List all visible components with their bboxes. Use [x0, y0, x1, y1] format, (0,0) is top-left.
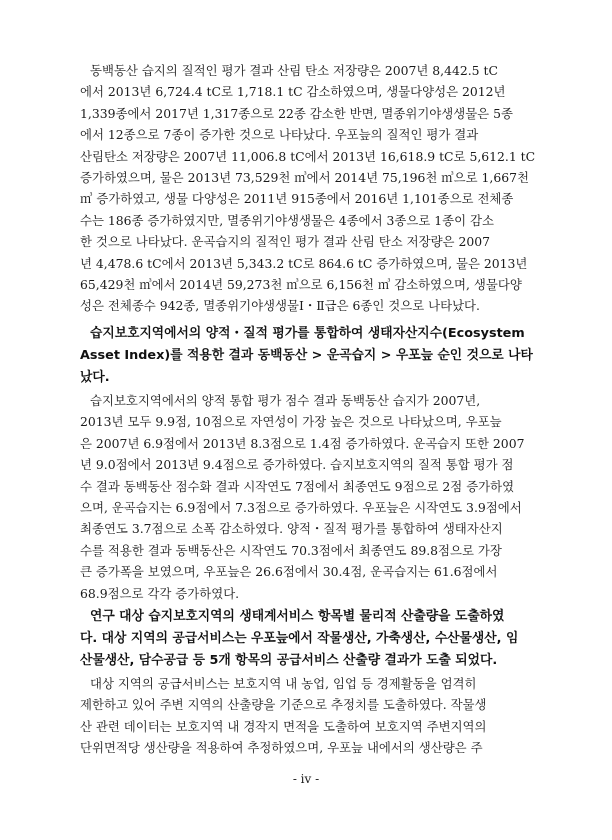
summary-heading-ecosystem-asset-index: 습지보호지역에서의 양적・질적 평가를 통합하여 생태자산지수(Ecosystem Asset Index)를 적용한 결과 동백동산 > 운곡습지 > 우포늪 순인 것으로 나타 났다.	[80, 326, 533, 385]
summary-heading-ecosystem-services: 연구 대상 습지보호지역의 생태계서비스 항목별 물리적 산출량을 도출하였 다. 대상 지역의 공급서비스는 우포늪에서 작물생산, 가축생산, 수산물생산, 임 산물생산, 담수공급 등 5개 항목의 공급서비스 산출량 결과가 도출 되었다.	[80, 609, 519, 668]
page-number: - iv -	[292, 772, 320, 786]
body-paragraph-integrated-scores: 습지보호지역에서의 양적 통합 평가 점수 결과 동백동산 습지가 2007년, 2013년 모두 9.9점, 10점으로 자연성이 가장 높은 것으로 나타났으며, 우포늪 은 2007년 6.9점에서 2013년 8.3점으로 1.4점 증가하였다. 운곡습지 또한 2007 년 9.0점에서 2013년 9.4점으로 증가하였다. 습지보호지역의 질적 통합 평가 점 수 결과 동백동산 점수화 결과 시작연도 7점에서 최종연도 9점으로 2점 증가하였 으며, 운곡습지는 6.9점에서 7.3점으로 증가하였다. 우포늪은 시작연도 3.9점에서 최종연도 3.7점으로 소폭 감소하였다. 양적・질적 평가를 통합하여 생태자산지 수를 적용한 결과 동백동산은 시작연도 70.3점에서 최종연도 89.8점으로 가장 큰 증가폭을 보였으며, 우포늪은 26.6점에서 30.4점, 운곡습지는 61.6점에서 68.9점으로 각각 증가하였다.	[80, 393, 525, 601]
body-paragraph-provisioning-services: 대상 지역의 공급서비스는 보호지역 내 농업, 임업 등 경제활동을 엄격히 제한하고 있어 주변 지역의 산출량을 기준으로 추정치를 도출하였다. 작물생 산 관련 데이터는 보호지역 내 경작지 면적을 도출하여 보호지역 주변지역의 단위면적당 생산량을 적용하여 추정하였으며, 우포늪 내에서의 생산량은 주	[80, 676, 487, 756]
body-paragraph-quality-assessment: 동백동산 습지의 질적인 평가 결과 산림 탄소 저장량은 2007년 8,442.5 tC 에서 2013년 6,724.4 tC로 1,718.1 tC 감소하였으며, 생물다양성은 2012년 1,339종에서 2017년 1,317종으로 22종 감소한 반면, 멸종위기야생생물은 5종 에서 12종으로 7종이 증가한 것으로 나타났다. 우포늪의 질적인 평가 결과 산림탄소 저장량은 2007년 11,006.8 tC에서 2013년 16,618.9 tC로 5,612.1 tC 증가하였으며, 물은 2013년 73,529천 ㎥에서 2014년 75,196천 ㎥으로 1,667천 ㎥ 증가하였고, 생물 다양성은 2011년 915종에서 2016년 1,101종으로 전체종 수는 186종 증가하였지만, 멸종위기야생생물은 4종에서 3종으로 1종이 감소 한 것으로 나타났다. 운곡습지의 질적인 평가 결과 산림 탄소 저장량은 2007 년 4,478.6 tC에서 2013년 5,343.2 tC로 864.6 tC 증가하였으며, 물은 2013년 65,429천 ㎥에서 2014년 59,273천 ㎥으로 6,156천 ㎥ 감소하였으며, 생물다양 성은 전체종수 942종, 멸종위기야생생물Ⅰ・Ⅱ급은 6종인 것으로 나타났다.	[80, 63, 536, 314]
